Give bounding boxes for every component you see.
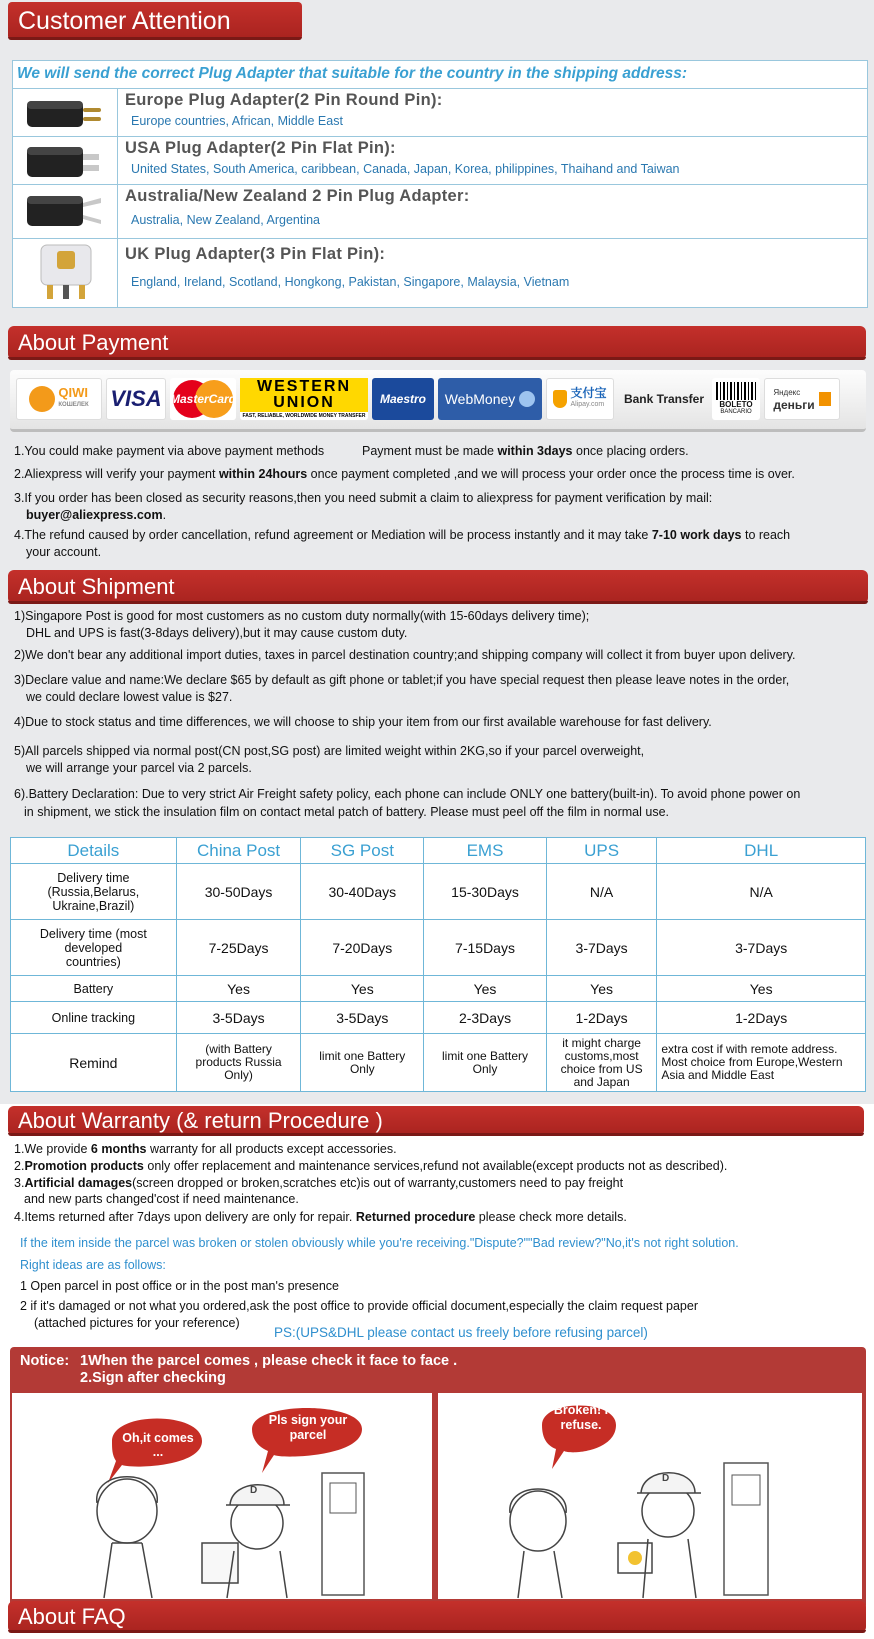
about-payment-header (8, 326, 866, 360)
shipment-line-1b: DHL and UPS is fast(3-8days delivery),but it may cause custom duty. (26, 626, 408, 640)
table-cell: Battery (11, 976, 177, 1002)
right-idea-2b: (attached pictures for your reference) (34, 1316, 240, 1330)
wallet-icon (819, 392, 831, 406)
payment-methods-strip (10, 370, 866, 432)
table-header-cell: EMS (424, 838, 547, 864)
table-cell: limit one Battery Only (424, 1034, 547, 1092)
table-cell: N/A (657, 864, 866, 920)
shipment-line-6: 6).Battery Declaration: Due to very strict Air Freight safety policy, each phone can include ONLY one battery(built-in). To avoid phone power on (14, 787, 801, 801)
about-shipment-title: About Shipment (18, 574, 175, 599)
table-cell: Yes (657, 976, 866, 1002)
plug-row-usa (13, 137, 867, 185)
au-plug-icon (23, 193, 105, 229)
plug-title: UK Plug Adapter(3 Pin Flat Pin): (125, 245, 386, 263)
cap-logo: D (250, 1485, 258, 1496)
barcode-icon (716, 382, 756, 400)
table-cell: extra cost if with remote address. Most choice from Europe,Western Asia and Middle East (657, 1034, 866, 1092)
eu-plug-icon (23, 95, 105, 131)
shipment-line-3: 3)Declare value and name:We declare $65 by default as gift phone or tablet;if you have special request then please leave notes in the order, (14, 673, 790, 687)
right-ideas-heading: Right ideas are as follows: (20, 1258, 166, 1272)
table-cell: 1-2Days (546, 1002, 656, 1034)
payment-line-1: 1.You could make payment via above payment methods (14, 444, 325, 458)
table-cell: 30-50Days (176, 864, 301, 920)
warranty-blue-note: If the item inside the parcel was broken or stolen obviously while you're receiving."Dispute?""Bad review?"No,it's not right solution. (20, 1236, 739, 1250)
payment-email[interactable]: buyer@aliexpress.com. (26, 508, 167, 522)
visa-logo: VISA (106, 378, 166, 420)
plug-row-europe (13, 89, 867, 137)
right-idea-1: 1 Open parcel in post office or in the post man's presence (20, 1279, 340, 1293)
about-faq-header (8, 1601, 866, 1633)
table-cell: 7-20Days (301, 920, 424, 976)
speech-bubble-2: Pls sign your parcel (268, 1413, 348, 1442)
shipment-line-5: 5)All parcels shipped via normal post(CN post,SG post) are limited weight within 2KG,so if your parcel overweight, (14, 744, 645, 758)
table-cell: N/A (546, 864, 656, 920)
shipment-line-4: 4)Due to stock status and time differences, we will choose to ship your item from our first available warehouse for fast delivery. (14, 715, 712, 729)
table-header-cell: China Post (176, 838, 301, 864)
qiwi-logo: QIWI КОШЕЛЕК (16, 378, 102, 420)
customer-attention-title: Customer Attention (18, 7, 231, 35)
table-row (11, 1002, 866, 1034)
cartoon-receive-parcel (12, 1393, 432, 1599)
webmoney-logo: WebMoney (438, 378, 542, 420)
table-row (11, 920, 866, 976)
cap-logo: D (662, 1473, 670, 1484)
payment-line-3: 3.If you order has been closed as security reasons,then you need submit a claim to aliexpress for payment verification by mail: (14, 491, 713, 505)
warranty-line-4: 4.Items returned after 7days upon delivery are only for repair. Returned procedure please check more details. (14, 1210, 627, 1224)
shipment-line-2: 2)We don't bear any additional import duties, taxes in parcel destination country;and shipping company will collect it from buyer upon delivery. (14, 648, 796, 662)
plug-banner: We will send the correct Plug Adapter that suitable for the country in the shipping address: (13, 61, 867, 89)
table-cell: Yes (546, 976, 656, 1002)
about-warranty-title: About Warranty (& return Procedure ) (18, 1108, 383, 1133)
table-row (11, 864, 866, 920)
warranty-line-1: 1.We provide 6 months warranty for all products except accessories. (14, 1142, 397, 1156)
notice-line-1: 1When the parcel comes , please check it face to face . (80, 1353, 458, 1369)
speech-bubble-1: Oh,it comes ... (122, 1431, 194, 1459)
notice-line-2: 2.Sign after checking (80, 1370, 226, 1386)
shipping-comparison-table (10, 837, 866, 1092)
plug-countries: United States, South America, caribbean, Canada, Japan, Korea, philippines, Thaihand and Taiwan (131, 162, 680, 176)
customer-attention-header (8, 2, 302, 40)
table-cell: it might charge customs,most choice from US and Japan (546, 1034, 656, 1092)
table-cell: (with Battery products Russia Only) (176, 1034, 301, 1092)
plug-title: Europe Plug Adapter(2 Pin Round Pin): (125, 91, 443, 109)
plug-row-australia (13, 185, 867, 239)
plug-adapter-table (12, 60, 868, 308)
table-cell: 15-30Days (424, 864, 547, 920)
table-header-cell: Details (11, 838, 177, 864)
table-cell: 2-3Days (424, 1002, 547, 1034)
warranty-line-3b: and new parts changed'cost if need maintenance. (24, 1192, 299, 1206)
warranty-line-2: 2.Promotion products only offer replacement and maintenance services,refund not available(except products not as described). (14, 1159, 728, 1173)
globe-icon (519, 391, 535, 407)
payment-line-4b: your account. (26, 545, 102, 559)
shipment-line-1: 1)Singapore Post is good for most customers as no custom duty normally(with 15-60days delivery time); (14, 609, 590, 623)
right-idea-2: 2 if it's damaged or not what you ordered,ask the post office to provide official document,especially the claim request paper (20, 1299, 699, 1313)
table-header-cell: SG Post (301, 838, 424, 864)
about-payment-title: About Payment (18, 330, 169, 355)
about-faq-title: About FAQ (18, 1604, 126, 1629)
table-cell: Delivery time (most developed countries) (11, 920, 177, 976)
plug-row-uk (13, 239, 867, 308)
shield-icon (553, 390, 567, 408)
shipment-line-6b: in shipment, we stick the insulation film on contact metal patch of battery. Please must peel off the film in normal use. (24, 805, 669, 819)
speech-bubble-3: Broken! I refuse. (553, 1403, 609, 1432)
table-cell: Yes (301, 976, 424, 1002)
table-cell: Yes (176, 976, 301, 1002)
table-cell: 3-7Days (546, 920, 656, 976)
ps-note: PS:(UPS&DHL please contact us freely before refusing parcel) (274, 1325, 648, 1340)
plug-title: Australia/New Zealand 2 Pin Plug Adapter: (125, 187, 470, 205)
mastercard-logo: MasterCard (170, 378, 236, 420)
table-cell: limit one Battery Only (301, 1034, 424, 1092)
about-warranty-header (8, 1106, 864, 1136)
plug-title: USA Plug Adapter(2 Pin Flat Pin): (125, 139, 396, 157)
table-cell: 3-7Days (657, 920, 866, 976)
plug-countries: Australia, New Zealand, Argentina (131, 213, 320, 227)
table-cell: Delivery time (Russia,Belarus, Ukraine,Brazil) (11, 864, 177, 920)
payment-line-2: 2.Aliexpress will verify your payment within 24hours once payment completed ,and we will process your order once the process time is over. (14, 467, 795, 481)
table-row (11, 1034, 866, 1092)
table-cell: Remind (11, 1034, 177, 1092)
yandex-money-logo: Яндекс деньги (764, 378, 840, 420)
bank-transfer-logo: Bank Transfer (623, 392, 705, 406)
notice-label: Notice: (20, 1353, 70, 1369)
us-plug-icon (23, 143, 105, 179)
alipay-logo: 支付宝 Alipay.com (546, 378, 614, 420)
table-cell: Online tracking (11, 1002, 177, 1034)
plug-countries: Europe countries, African, Middle East (131, 114, 343, 128)
table-header-row (11, 838, 866, 864)
table-cell: 7-15Days (424, 920, 547, 976)
table-cell: Yes (424, 976, 547, 1002)
shipment-line-5b: we will arrange your parcel via 2 parcels. (26, 761, 252, 775)
western-union-logo: WESTERN UNION FAST, RELIABLE, WORLDWIDE MONEY TRANSFER (240, 378, 368, 420)
maestro-logo: Maestro (372, 378, 434, 420)
table-cell: 3-5Days (301, 1002, 424, 1034)
table-header-cell: DHL (657, 838, 866, 864)
payment-line-1b: Payment must be made within 3days once placing orders. (362, 444, 689, 458)
boleto-logo: BOLETO BANCARIO (712, 378, 760, 420)
table-cell: 7-25Days (176, 920, 301, 976)
notice-panel (10, 1347, 866, 1609)
table-header-cell: UPS (546, 838, 656, 864)
about-shipment-header (8, 570, 868, 604)
table-cell: 3-5Days (176, 1002, 301, 1034)
shipment-line-3b: we could declare lowest value is $27. (26, 690, 233, 704)
payment-line-4: 4.The refund caused by order cancellation, refund agreement or Mediation will be process instantly and it may take 7-10 work days to reach (14, 528, 791, 542)
table-cell: 1-2Days (657, 1002, 866, 1034)
cartoon-refuse-parcel (438, 1393, 862, 1599)
uk-plug-icon (23, 243, 105, 303)
plug-countries: England, Ireland, Scotland, Hongkong, Pakistan, Singapore, Malaysia, Vietnam (131, 275, 570, 289)
table-cell: 30-40Days (301, 864, 424, 920)
warranty-line-3: 3.Artificial damages(screen dropped or broken,scratches etc)is out of warranty,customers need to pay freight (14, 1176, 624, 1190)
table-row (11, 976, 866, 1002)
